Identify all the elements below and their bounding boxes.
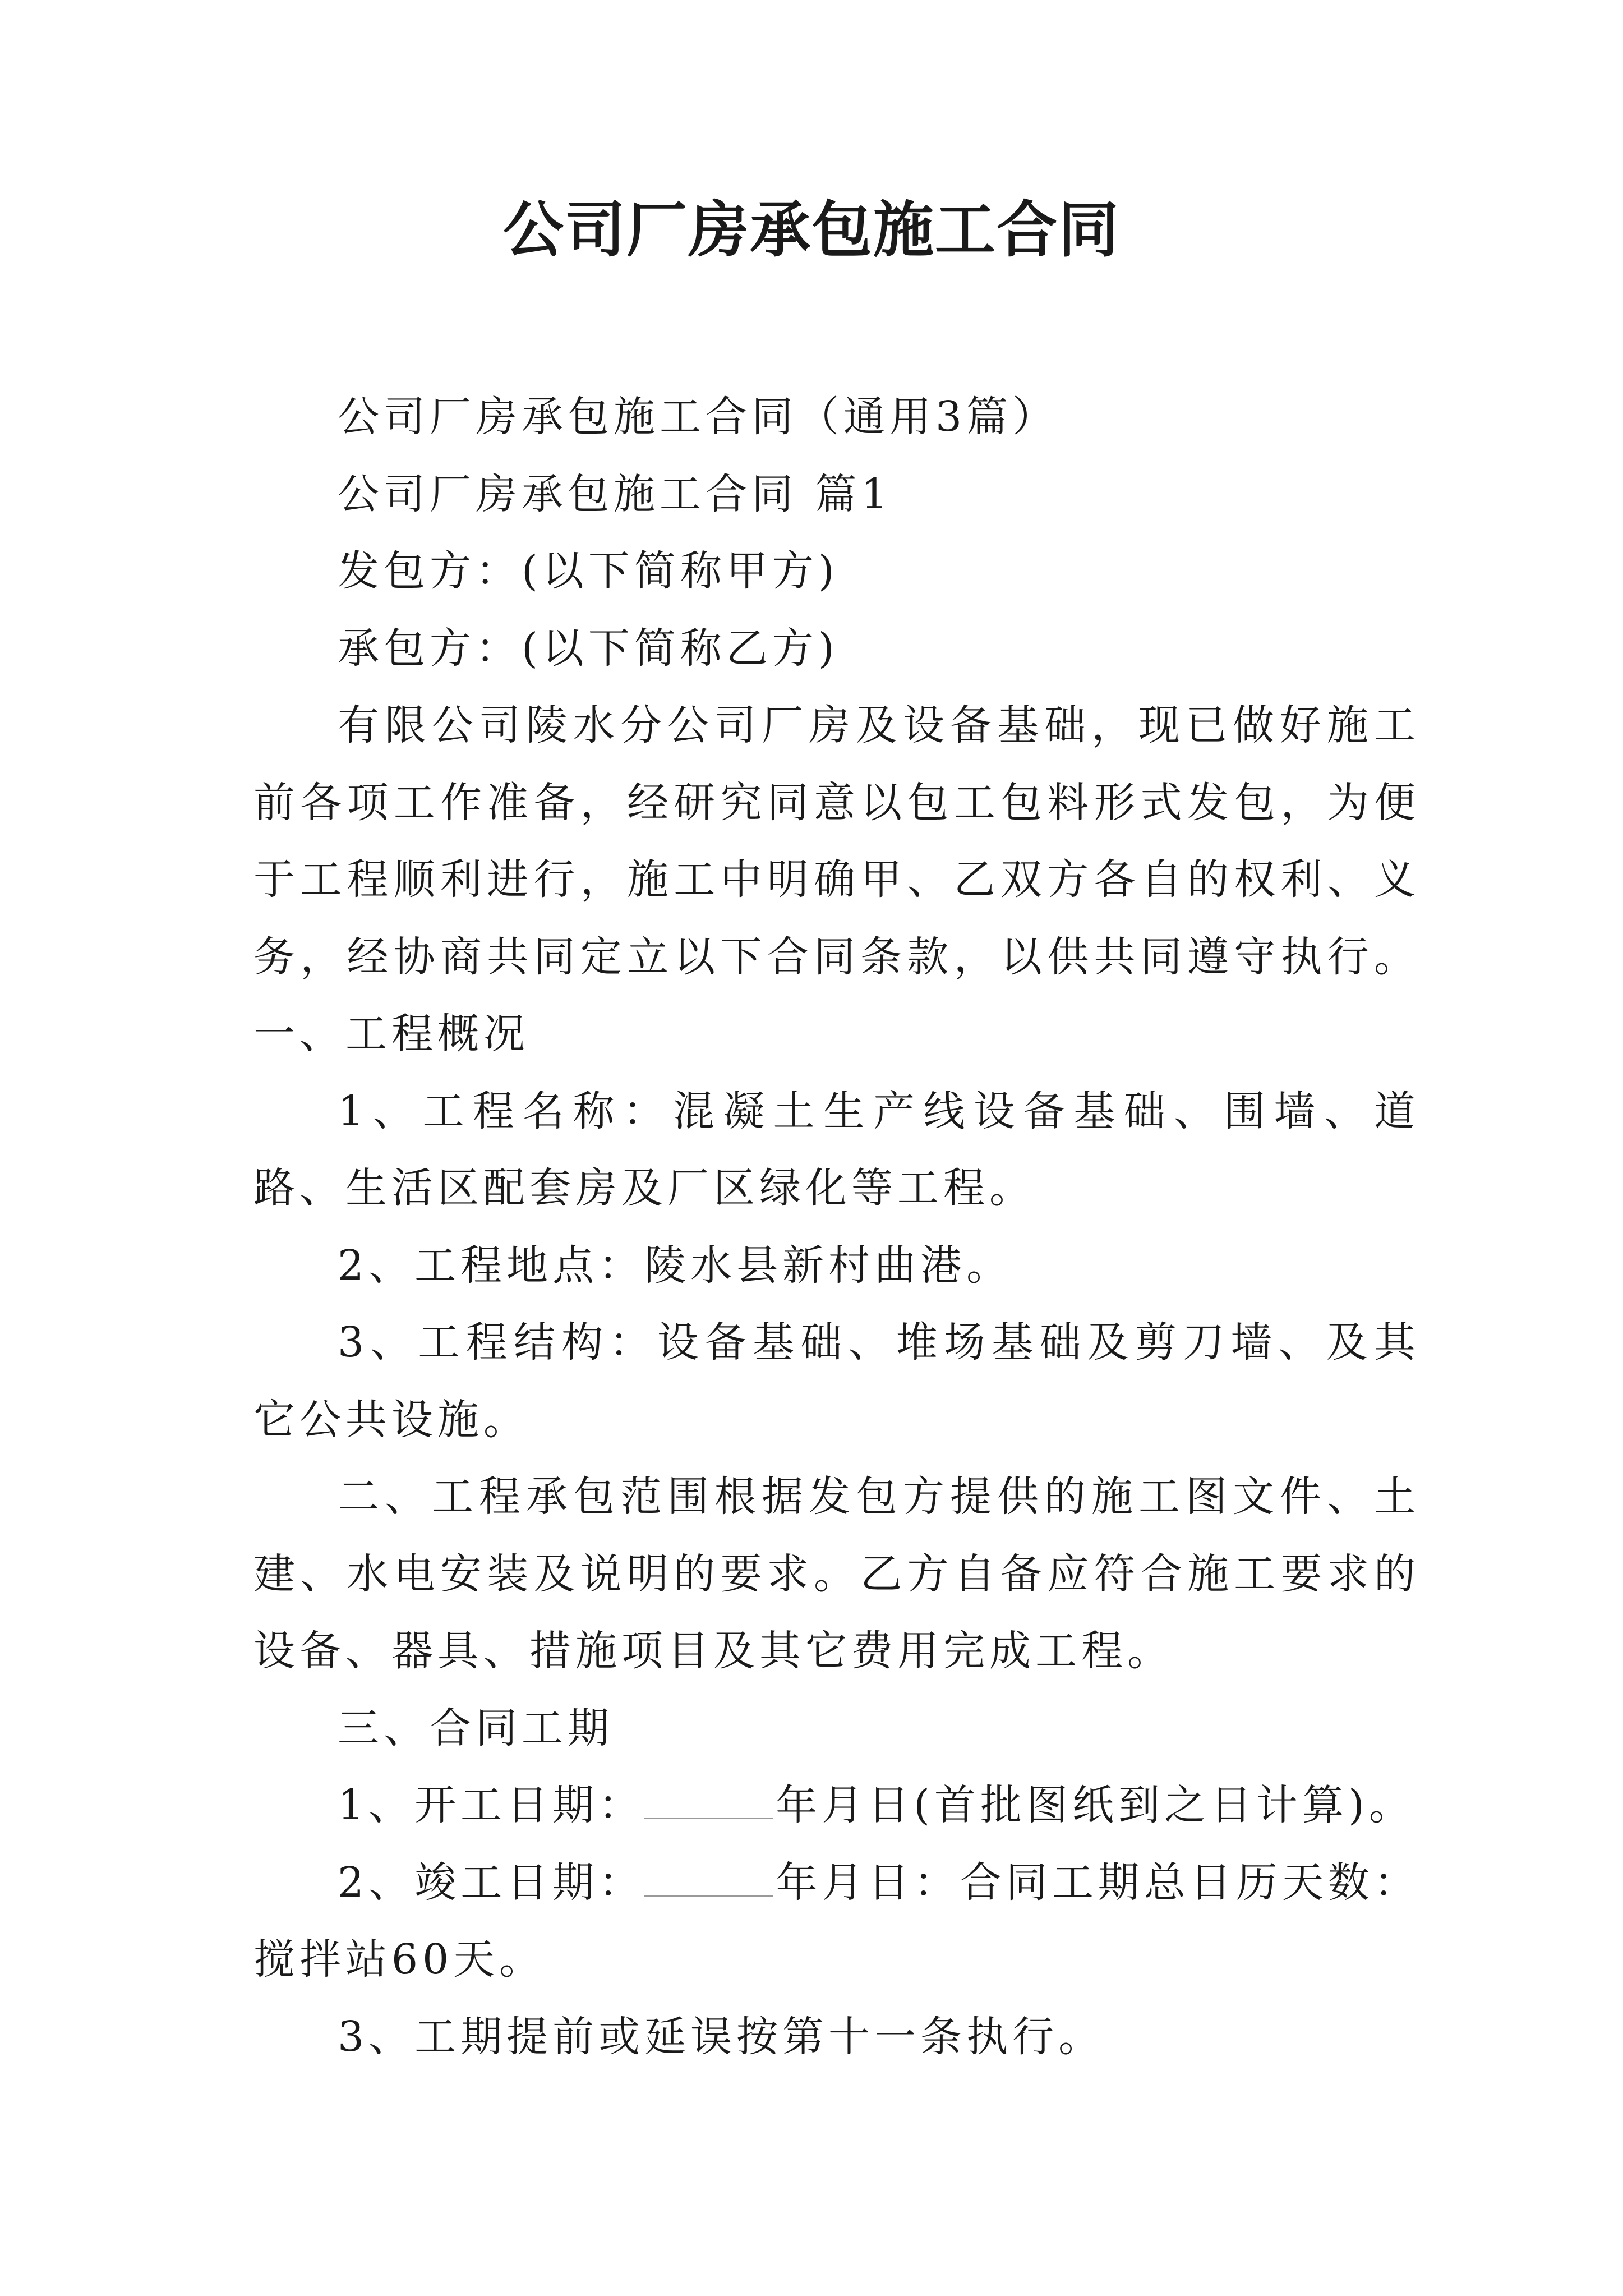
document-body: [253, 379, 1420, 2076]
paragraph: 二、工程承包范围根据发包方提供的施工图文件、土建、水电安装及说明的要求。乙方自备应符合施工要求的设备、器具、措施项目及其它费用完成工程。: [253, 1473, 1420, 1675]
paragraph: 发包方：(以下简称甲方): [338, 547, 839, 595]
end-date-paragraph: [253, 1844, 1420, 1999]
paragraph: 承包方：(以下简称乙方): [338, 624, 839, 673]
paragraph: 3、工程结构：设备基础、堆场基础及剪刀墙、及其它公共设施。: [253, 1318, 1420, 1444]
document-title: 公司厂房承包施工合同: [502, 195, 1120, 265]
start-date-blank: [644, 1784, 773, 1819]
end-date-text: 年月日：合同工期总日历天数：搅拌站60天。: [253, 1858, 1420, 1984]
paragraph: 3、工期提前或延误按第十一条执行。: [338, 2012, 1105, 2061]
start-date-label: 1、开工日期：: [338, 1781, 645, 1829]
paragraph: 1、工程名称：混凝土生产线设备基础、围墙、道路、生活区配套房及厂区绿化等工程。: [253, 1087, 1420, 1212]
paragraph: 有限公司陵水分公司厂房及设备基础，现已做好施工前各项工作准备，经研究同意以包工包料形式发包，为便于工程顺利进行，施工中明确甲、乙双方各自的权利、义务，经协商共同定立以下合同条款，以供共同遵守执行。一、工程概况: [253, 701, 1420, 1058]
paragraph: 公司厂房承包施工合同（通用3篇）: [338, 393, 1059, 441]
start-date-text: 年月日(首批图纸到之日计算)。: [776, 1781, 1415, 1829]
end-date-blank: [644, 1861, 773, 1897]
paragraph: 公司厂房承包施工合同 篇1: [338, 470, 892, 518]
end-date-label: 2、竣工日期：: [338, 1858, 645, 1907]
paragraph: 2、工程地点：陵水县新村曲港。: [338, 1241, 1013, 1290]
paragraph: 三、合同工期: [338, 1704, 614, 1752]
start-date-paragraph: [253, 1767, 1420, 1844]
